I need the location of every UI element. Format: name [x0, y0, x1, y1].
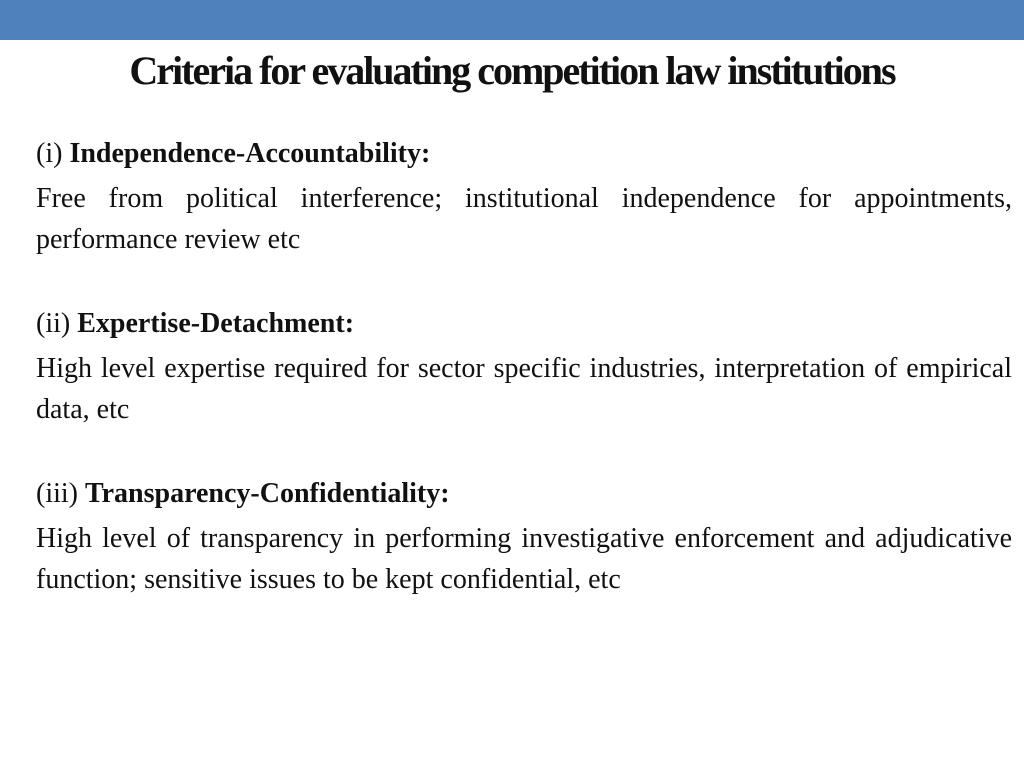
criterion-heading [36, 474, 1012, 514]
criterion-heading [36, 304, 1012, 344]
criterion-number: (ii) [36, 308, 71, 339]
criterion-number: (i) [36, 138, 63, 169]
criteria-list [36, 134, 1012, 644]
criterion-name: Expertise-Detachment: [77, 308, 355, 339]
criterion-transparency-confidentiality [36, 474, 1012, 600]
criterion-expertise-detachment [36, 304, 1012, 430]
criterion-name: Transparency-Confidentiality: [85, 478, 450, 509]
criterion-heading [36, 134, 1012, 174]
criterion-independence-accountability [36, 134, 1012, 260]
criterion-description: High level of transparency in performing investigative enforcement and adjudicative function; sensitive issues to be kept confidential, etc [36, 523, 1012, 595]
criterion-number: (iii) [36, 478, 78, 509]
criterion-description: Free from political interference; institutional independence for appointments, performance review etc [36, 183, 1012, 255]
header-bar [0, 0, 1024, 40]
criterion-description: High level expertise required for sector specific industries, interpretation of empirical data, etc [36, 353, 1012, 425]
criterion-name: Independence-Accountability: [69, 138, 431, 169]
slide-title: Criteria for evaluating competition law institutions [129, 48, 895, 93]
